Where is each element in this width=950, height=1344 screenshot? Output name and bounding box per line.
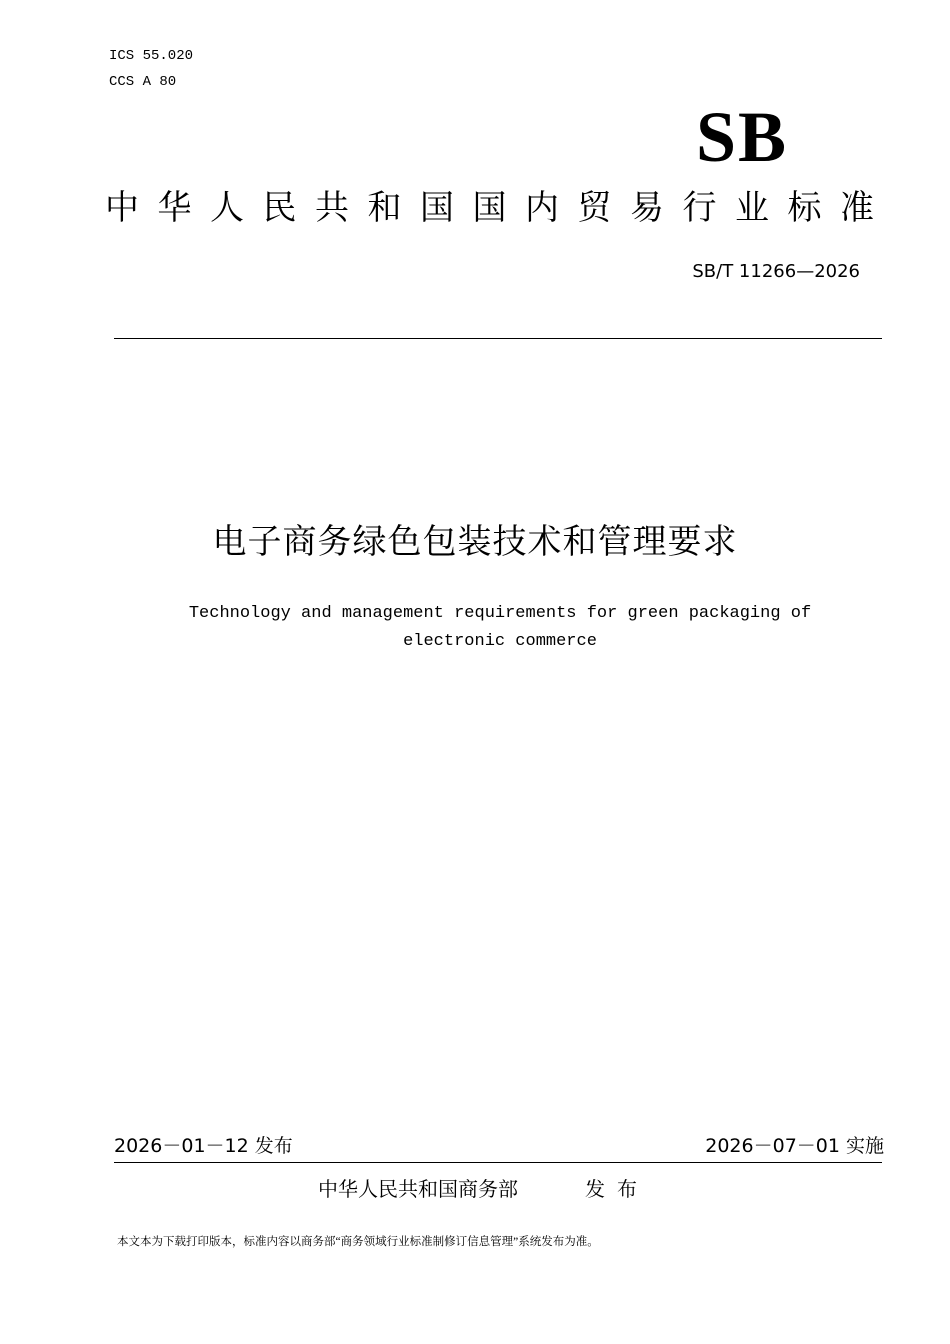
standard-number: SB/T 11266—2026	[692, 261, 860, 282]
implementation-date: 2026－07－01 实施	[705, 1135, 884, 1157]
footer-divider	[114, 1162, 882, 1163]
issue-date: 2026－01－12 发布	[114, 1135, 293, 1157]
sb-logo: SB	[696, 97, 789, 177]
standard-category-title: 中华人民共和国国内贸易行业标准	[105, 188, 893, 228]
issuing-authority: 中华人民共和国商务部	[318, 1177, 518, 1201]
document-title-english: Technology and management requirements for green packaging of electronic commerce	[188, 604, 812, 651]
ccs-code: CCS A 80	[109, 74, 177, 90]
document-title-chinese: 电子商务绿色包装技术和管理要求	[212, 522, 738, 562]
ics-code: ICS 55.020	[109, 48, 194, 64]
issue-label: 发布	[585, 1177, 649, 1201]
disclaimer-note: 本文本为下载打印版本，标准内容以商务部“商务领域行业标准制修订信息管理”系统发布为准。	[117, 1236, 599, 1248]
header-divider	[114, 338, 882, 339]
